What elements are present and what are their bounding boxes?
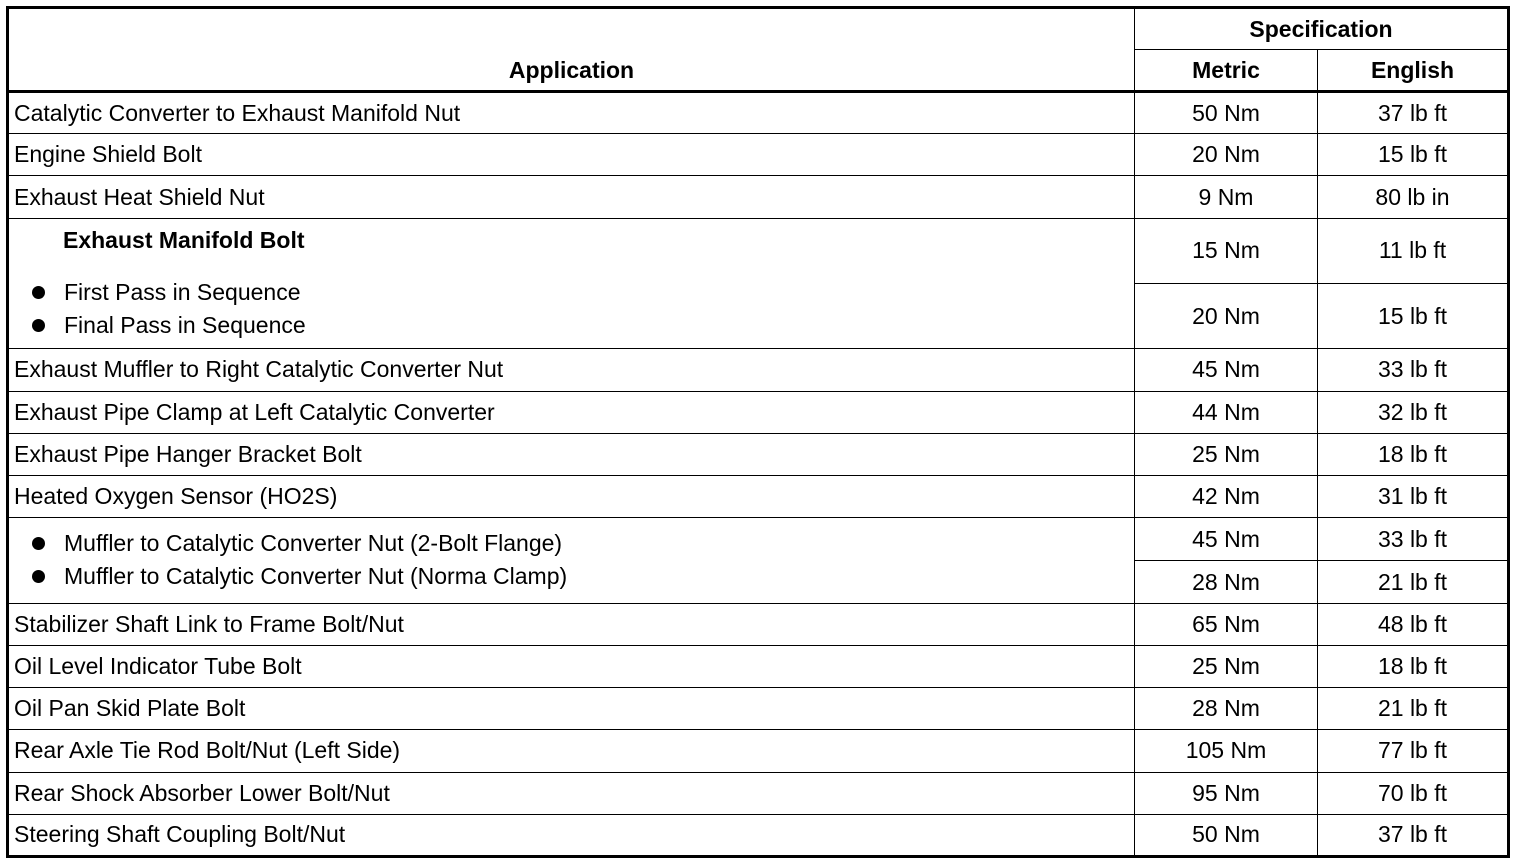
english-cell: 11 lb ft — [1318, 218, 1509, 283]
metric-cell: 45 Nm — [1135, 518, 1318, 561]
english-cell: 32 lb ft — [1318, 391, 1509, 433]
english-cell: 18 lb ft — [1318, 645, 1509, 687]
table-row — [8, 814, 1509, 856]
specification-header: Specification — [1135, 8, 1509, 50]
list-item — [9, 560, 1134, 593]
metric-cell: 95 Nm — [1135, 772, 1318, 814]
english-cell: 33 lb ft — [1318, 518, 1509, 561]
metric-cell: 50 Nm — [1135, 92, 1318, 134]
metric-cell: 45 Nm — [1135, 349, 1318, 391]
list-item-label: Muffler to Catalytic Converter Nut (Norma Clamp) — [64, 563, 568, 590]
metric-cell: 20 Nm — [1135, 283, 1318, 348]
metric-cell: 25 Nm — [1135, 645, 1318, 687]
english-cell: 33 lb ft — [1318, 349, 1509, 391]
english-cell: 80 lb in — [1318, 176, 1509, 218]
list-item-label: First Pass in Sequence — [64, 278, 301, 305]
application-cell: Stabilizer Shaft Link to Frame Bolt/Nut — [8, 603, 1135, 645]
list-item — [9, 309, 1134, 342]
table-row — [8, 475, 1509, 517]
metric-cell: 65 Nm — [1135, 603, 1318, 645]
english-cell: 15 lb ft — [1318, 283, 1509, 348]
application-cell: Rear Axle Tie Rod Bolt/Nut (Left Side) — [8, 730, 1135, 772]
application-cell: Oil Pan Skid Plate Bolt — [8, 688, 1135, 730]
metric-cell: 15 Nm — [1135, 218, 1318, 283]
muffler-row-first — [8, 518, 1509, 561]
list-item — [9, 276, 1134, 309]
manifold-application-cell — [8, 218, 1135, 349]
metric-cell: 25 Nm — [1135, 433, 1318, 475]
application-cell: Exhaust Heat Shield Nut — [8, 176, 1135, 218]
manifold-bullet-list — [9, 276, 1134, 342]
table-row — [8, 772, 1509, 814]
metric-cell: 50 Nm — [1135, 814, 1318, 856]
torque-spec-table — [6, 6, 1510, 858]
english-cell: 18 lb ft — [1318, 433, 1509, 475]
metric-cell: 105 Nm — [1135, 730, 1318, 772]
english-header: English — [1318, 50, 1509, 92]
manifold-row-first — [8, 218, 1509, 283]
table-row — [8, 688, 1509, 730]
application-cell: Rear Shock Absorber Lower Bolt/Nut — [8, 772, 1135, 814]
application-cell: Steering Shaft Coupling Bolt/Nut — [8, 814, 1135, 856]
muffler-bullet-list — [9, 527, 1134, 593]
table-row — [8, 391, 1509, 433]
table-row — [8, 92, 1509, 134]
table-row — [8, 433, 1509, 475]
application-cell: Engine Shield Bolt — [8, 134, 1135, 176]
table-row — [8, 134, 1509, 176]
list-item — [9, 527, 1134, 560]
bullet-icon — [32, 537, 45, 550]
application-cell: Exhaust Pipe Hanger Bracket Bolt — [8, 433, 1135, 475]
english-cell: 77 lb ft — [1318, 730, 1509, 772]
application-cell: Exhaust Pipe Clamp at Left Catalytic Converter — [8, 391, 1135, 433]
application-cell: Exhaust Muffler to Right Catalytic Converter Nut — [8, 349, 1135, 391]
table-row — [8, 730, 1509, 772]
application-cell: Oil Level Indicator Tube Bolt — [8, 645, 1135, 687]
header-row-top — [8, 8, 1509, 50]
application-header: Application — [8, 8, 1135, 92]
english-cell: 31 lb ft — [1318, 475, 1509, 517]
bullet-icon — [32, 286, 45, 299]
metric-cell: 44 Nm — [1135, 391, 1318, 433]
english-cell: 21 lb ft — [1318, 688, 1509, 730]
english-cell: 48 lb ft — [1318, 603, 1509, 645]
english-cell: 21 lb ft — [1318, 561, 1509, 603]
table-row — [8, 176, 1509, 218]
bullet-icon — [32, 319, 45, 332]
bullet-icon — [32, 570, 45, 583]
metric-cell: 9 Nm — [1135, 176, 1318, 218]
table-row — [8, 349, 1509, 391]
table-row — [8, 645, 1509, 687]
metric-cell: 20 Nm — [1135, 134, 1318, 176]
english-cell: 37 lb ft — [1318, 92, 1509, 134]
table-row — [8, 603, 1509, 645]
metric-header: Metric — [1135, 50, 1318, 92]
manifold-title: Exhaust Manifold Bolt — [63, 226, 305, 253]
metric-cell: 28 Nm — [1135, 688, 1318, 730]
english-cell: 37 lb ft — [1318, 814, 1509, 856]
application-cell: Catalytic Converter to Exhaust Manifold Nut — [8, 92, 1135, 134]
application-cell: Heated Oxygen Sensor (HO2S) — [8, 475, 1135, 517]
english-cell: 70 lb ft — [1318, 772, 1509, 814]
muffler-application-cell — [8, 518, 1135, 603]
english-cell: 15 lb ft — [1318, 134, 1509, 176]
metric-cell: 42 Nm — [1135, 475, 1318, 517]
list-item-label: Muffler to Catalytic Converter Nut (2-Bolt Flange) — [64, 530, 563, 557]
metric-cell: 28 Nm — [1135, 561, 1318, 603]
list-item-label: Final Pass in Sequence — [64, 311, 306, 338]
